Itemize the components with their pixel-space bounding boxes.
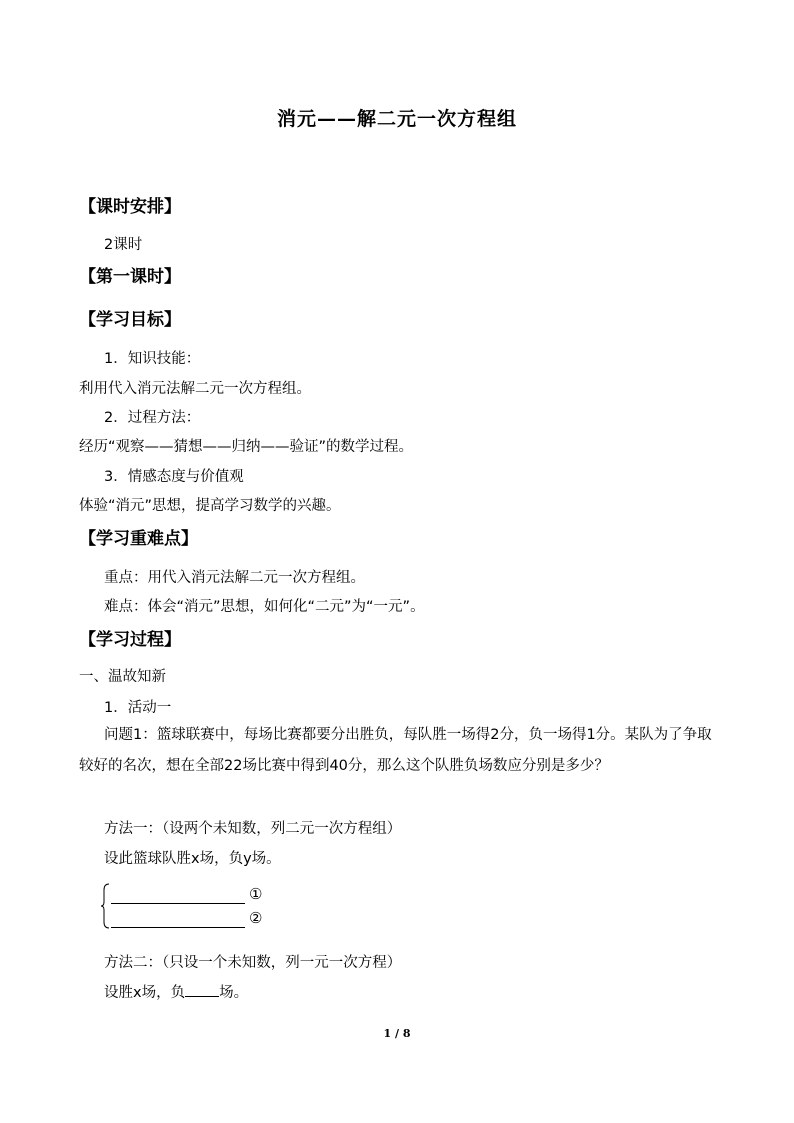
- key-point-text: 重点：用代入消元法解二元一次方程组。: [104, 570, 365, 586]
- goal1-label: 1．知识技能：: [104, 351, 201, 367]
- method1-text: 方法一：（设两个未知数，列二元一次方程组）: [104, 821, 402, 837]
- schedule-value: 2课时: [104, 237, 143, 253]
- goals-heading: 【学习目标】: [79, 310, 181, 330]
- page-title: 消元——解二元一次方程组: [276, 108, 517, 130]
- page-number: 1 / 8: [383, 1027, 411, 1040]
- goal1-text: 利用代入消元法解二元一次方程组。: [79, 381, 311, 397]
- first-lesson-heading: 【第一课时】: [79, 267, 181, 287]
- problem1-text: 问题1：篮球联赛中，每场比赛都要分出胜负，每队胜一场得2分，负一场得1分。某队为了争取较好的名次，想在全部22场比赛中得到40分，那么这个队胜负场数应分别是多少？: [79, 727, 712, 774]
- schedule-heading: 【课时安排】: [79, 197, 181, 217]
- equation2-marker: ②: [249, 909, 263, 927]
- goal2-text: 经历“观察——猜想——归纳——验证”的数学过程。: [79, 439, 414, 455]
- method2-blank[interactable]: [185, 982, 219, 997]
- difficult-point-text: 难点：体会“消元”思想，如何化“二元”为“一元”。: [104, 599, 425, 615]
- activity1-label: 1．活动一: [104, 700, 172, 716]
- equation1-marker: ①: [249, 885, 263, 903]
- equation-brace: [100, 883, 110, 929]
- goal3-label: 3．情感态度与价值观: [104, 469, 244, 485]
- method2-prefix: 设胜x场，负: [104, 985, 186, 1001]
- method1-setup: 设此篮球队胜x场，负y场。: [104, 851, 281, 867]
- method2-suffix: 场。: [219, 985, 249, 1001]
- part1-heading: 一、温故知新: [79, 669, 166, 685]
- key-points-heading: 【学习重难点】: [79, 529, 198, 549]
- equation1-blank[interactable]: [111, 889, 245, 904]
- process-heading: 【学习过程】: [79, 630, 181, 650]
- method2-setup: [104, 981, 248, 1002]
- goal3-text: 体验“消元”思想，提高学习数学的兴趣。: [79, 498, 341, 514]
- equation2-blank[interactable]: [111, 913, 245, 928]
- method2-text: 方法二：（只设一个未知数，列一元一次方程）: [104, 955, 402, 971]
- goal2-label: 2．过程方法：: [104, 410, 201, 426]
